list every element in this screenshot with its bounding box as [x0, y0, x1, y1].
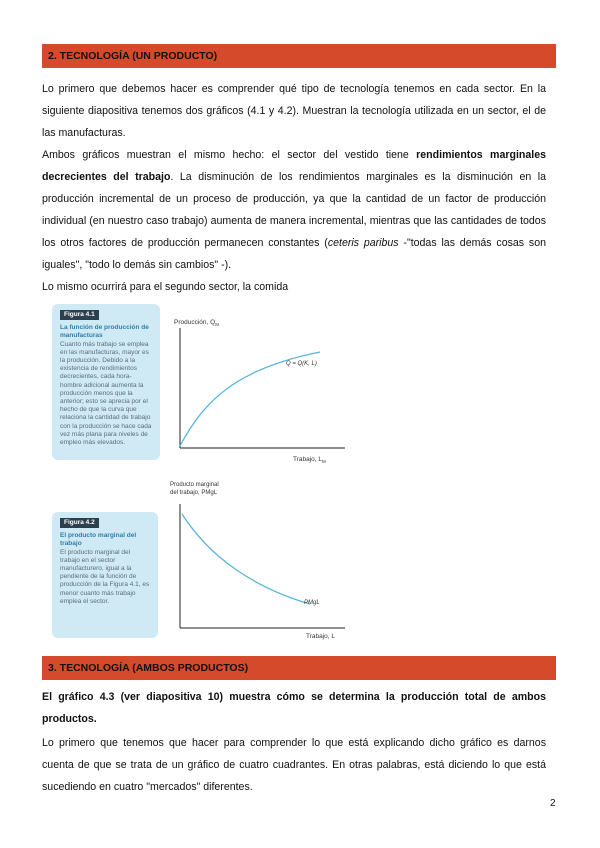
figure-4-2-xlabel: Trabajo, L: [306, 633, 336, 640]
figure-4-2-curve-label: PMgL: [304, 600, 320, 606]
figure-4-1-caption: Cuanto más trabajo se emplea en las manufacturas, mayor es la producción. Debido a la existencia de rendimientos decrecientes, cada hora-hombre adicional aumenta la producción menos que la anterior; esto se aprecia por el hecho de que la curva que relaciona la cantidad de trabajo con la producción se hace cada vez más plana para niveles de empleo más elevados.: [60, 340, 152, 447]
figure-4-1-ylabel: Producción, $Q_M$: [174, 319, 219, 327]
paragraph-intro: Lo primero que debemos hacer es comprender qué tipo de tecnología tenemos en cada sector. En la siguiente diapositiva tenemos dos gráficos (4.1 y 4.2). Muestran la tecnología utilizada en un sector, el de las manufacturas.: [42, 83, 546, 139]
figure-4-1-tag: Figura 4.1: [60, 310, 99, 320]
paragraph-cuatro-cuadrantes: Lo primero que tenemos que hacer para comprender lo que está explicando dicho gráfico es darnos cuenta de que se trata de un gráfico de cuatro cuadrantes. En otras palabras, está diciendo lo que está sucediendo en cuatro "mercados" diferentes.: [42, 737, 546, 793]
figure-4-2-marginal-product-curve: [182, 514, 310, 604]
figure-4-2-caption: El producto marginal del trabajo en el sector manufacturero, igual a la pendiente de la función de producción de la Figura 4.1, es menor cuanto más trabajo emplea el sector.: [60, 548, 150, 605]
paragraph-rendimientos: [42, 144, 546, 276]
paragraph-segundo-sector: Lo mismo ocurrirá para el segundo sector, la comida: [42, 281, 289, 293]
paragraph-rendimientos-bold: rendimientos marginales decrecientes del trabajo: [42, 149, 546, 183]
page-number: 2: [550, 798, 556, 809]
paragraph-grafico-4-3: El gráfico 4.3 (ver diapositiva 10) muestra cómo se determina la producción total de ambos productos.: [42, 691, 546, 725]
figure-4-2-ylabel-line1: Producto marginal: [170, 482, 219, 488]
figure-4-2-ylabel-line2: del trabajo, PMgL: [170, 490, 218, 496]
figure-4-1-caption-box: [52, 304, 160, 460]
paragraph-rendimientos-italic: ceteris paribus: [327, 237, 399, 249]
paragraph-rendimientos-text-a: Ambos gráficos muestran el mismo hecho: el sector del vestido tiene: [42, 149, 417, 161]
figure-4-1-curve-label: Q = Q(K, L): [286, 361, 317, 367]
figure-4-2-tag: Figura 4.2: [60, 518, 99, 528]
figure-4-1-title: La función de producción de manufacturas: [60, 324, 149, 340]
figure-4-1-chart: [160, 318, 360, 468]
paragraph-rendimientos-text-c: -"todas las demás cosas son iguales", "todo lo demás sin cambios" -).: [42, 237, 547, 271]
figure-4-2-caption-box: [52, 512, 158, 638]
section-header-tecnologia-ambos-productos: 3. TECNOLOGÍA (AMBOS PRODUCTOS): [42, 656, 556, 680]
figure-4-2-title: El producto marginal del trabajo: [60, 532, 137, 548]
figure-4-1-xlabel: Trabajo, $L_M$: [293, 456, 326, 464]
paragraph-rendimientos-text-b: . La disminución de los rendimientos marginales es la disminución en la producción incremental de un proceso de producción, ya que la cantidad de un factor de producción individual (en nuestro caso trabajo) aumenta de manera incremental, mientras que las cantidades de todos los otros factores de producción permanecen constantes (: [42, 171, 547, 249]
figure-4-2-chart: [160, 478, 360, 640]
section-header-tecnologia-un-producto: 2. TECNOLOGÍA (UN PRODUCTO): [42, 44, 556, 68]
